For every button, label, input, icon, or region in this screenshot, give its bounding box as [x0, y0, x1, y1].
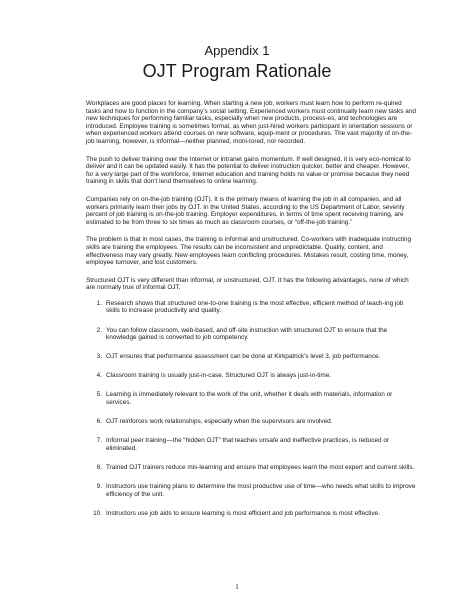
list-item-text: Classroom training is usually just-in-case. Structured OJT is always just-in-time.: [106, 372, 332, 380]
paragraph: The problem is that in most cases, the training is informal and unstructured. Co-workers with inadequate instructing skills are training the employees. The results can be inconsistent and unpredictable. Quality, content, and effectiveness may vary greatly. New employees learn conflicting procedures. Mistakes result, costing time, money, employee turnover, and lost customers.: [86, 236, 412, 267]
list-item: [86, 464, 416, 472]
list-item-number: 1.: [96, 299, 102, 307]
paragraph: The push to deliver training over the Internet or intranet gains momentum. If well designed, it is very eco-nomical to deliver and it can be updated easily. It has the potential to deliver instruction quicker, better and cheaper. However, for a very large part of the workforce, Internet education and training holds no value or promise because they need training in skills that don’t lend themselves to online learning.: [86, 155, 411, 186]
list-item-number: 4.: [96, 372, 102, 380]
list-item-text: Instructors use job aids to ensure learning is most efficient and job performance is most effective.: [106, 509, 380, 517]
list-item-text: You can follow classroom, web-based, and off-site instruction with structured OJT to ensure that the knowledge gained is converted to job competency.: [106, 326, 388, 342]
advantages-list: [86, 300, 416, 517]
appendix-label: Appendix 1: [204, 43, 270, 58]
list-item-number: 10.: [93, 509, 102, 517]
list-item: [86, 510, 416, 518]
list-item: [86, 418, 416, 426]
paragraph: Workplaces are good places for learning. When starting a new job, workers must learn how to perform re-quired tasks and how to function in the company’s social setting. Experienced workers must continually learn new tasks and new techniques for performing familiar tasks, especially when new products, process-es, and technologies are introduced. Employee training is sometimes formal, as when just-hired workers participant in orientation sessions or when experienced workers attend courses on new software, equip-ment or procedures. The vast majority of on-the-job learning, however, is informal—neither planned, moni-tored, nor recorded.: [86, 100, 416, 145]
list-item: [86, 437, 416, 452]
list-item-number: 6.: [96, 418, 102, 426]
list-item: [86, 483, 416, 498]
list-item-text: Learning is immediately relevant to the work of the unit, whether it deals with materials, information or services.: [106, 391, 393, 407]
list-item-number: 3.: [96, 353, 102, 361]
list-item-number: 7.: [96, 437, 102, 445]
list-item: [86, 391, 416, 406]
list-item-number: 8.: [96, 463, 102, 471]
list-item-number: 5.: [96, 391, 102, 399]
list-item-text: OJT reinforces work relationships, especially when the supervisors are involved.: [106, 418, 333, 426]
page-title: OJT Program Rationale: [142, 61, 332, 81]
list-item-text: Trained OJT trainers reduce mis-learning and ensure that employees learn the most expert and current skills.: [106, 463, 415, 471]
paragraph: Companies rely on on-the-job training (OJT). It is the primary means of learning the job in all companies, and all workers primarily learn their jobs by OJT. In the United States, according to the US Department of Labor, seventy percent of job training is on-the-job training. Employer expenditures, in terms of time spent receiving training, are estimated to be from three to six times as much as classroom courses, or “off-the-job training.”: [86, 195, 405, 226]
list-item-number: 2.: [96, 326, 102, 334]
list-item: [86, 353, 416, 361]
paragraph: Structured OJT is very different than informal, or unstructured, OJT. It has the following advantages, none of which are normally true of informal OJT.: [86, 276, 409, 292]
list-item-text: Research shows that structured one-to-one training is the most effective, efficient method of teach-ing job skills to increase productivity and quality.: [106, 299, 404, 315]
list-item: [86, 300, 416, 315]
list-item: [86, 327, 416, 342]
document-body: [86, 100, 416, 529]
list-item-text: Informal peer training—the “hidden OJT” that teaches unsafe and ineffective practices, is reduced or eliminated.: [106, 437, 389, 452]
list-item-text: OJT ensures that performance assessment can be done at Kirkpatrick’s level 3, job performance.: [106, 353, 381, 361]
list-item: [86, 372, 416, 380]
list-item-text: Instructors use training plans to determine the most productive use of time—who needs what skills to improve efficiency of the unit.: [106, 483, 416, 498]
page-number: 1: [235, 583, 239, 591]
list-item-number: 9.: [96, 483, 102, 490]
